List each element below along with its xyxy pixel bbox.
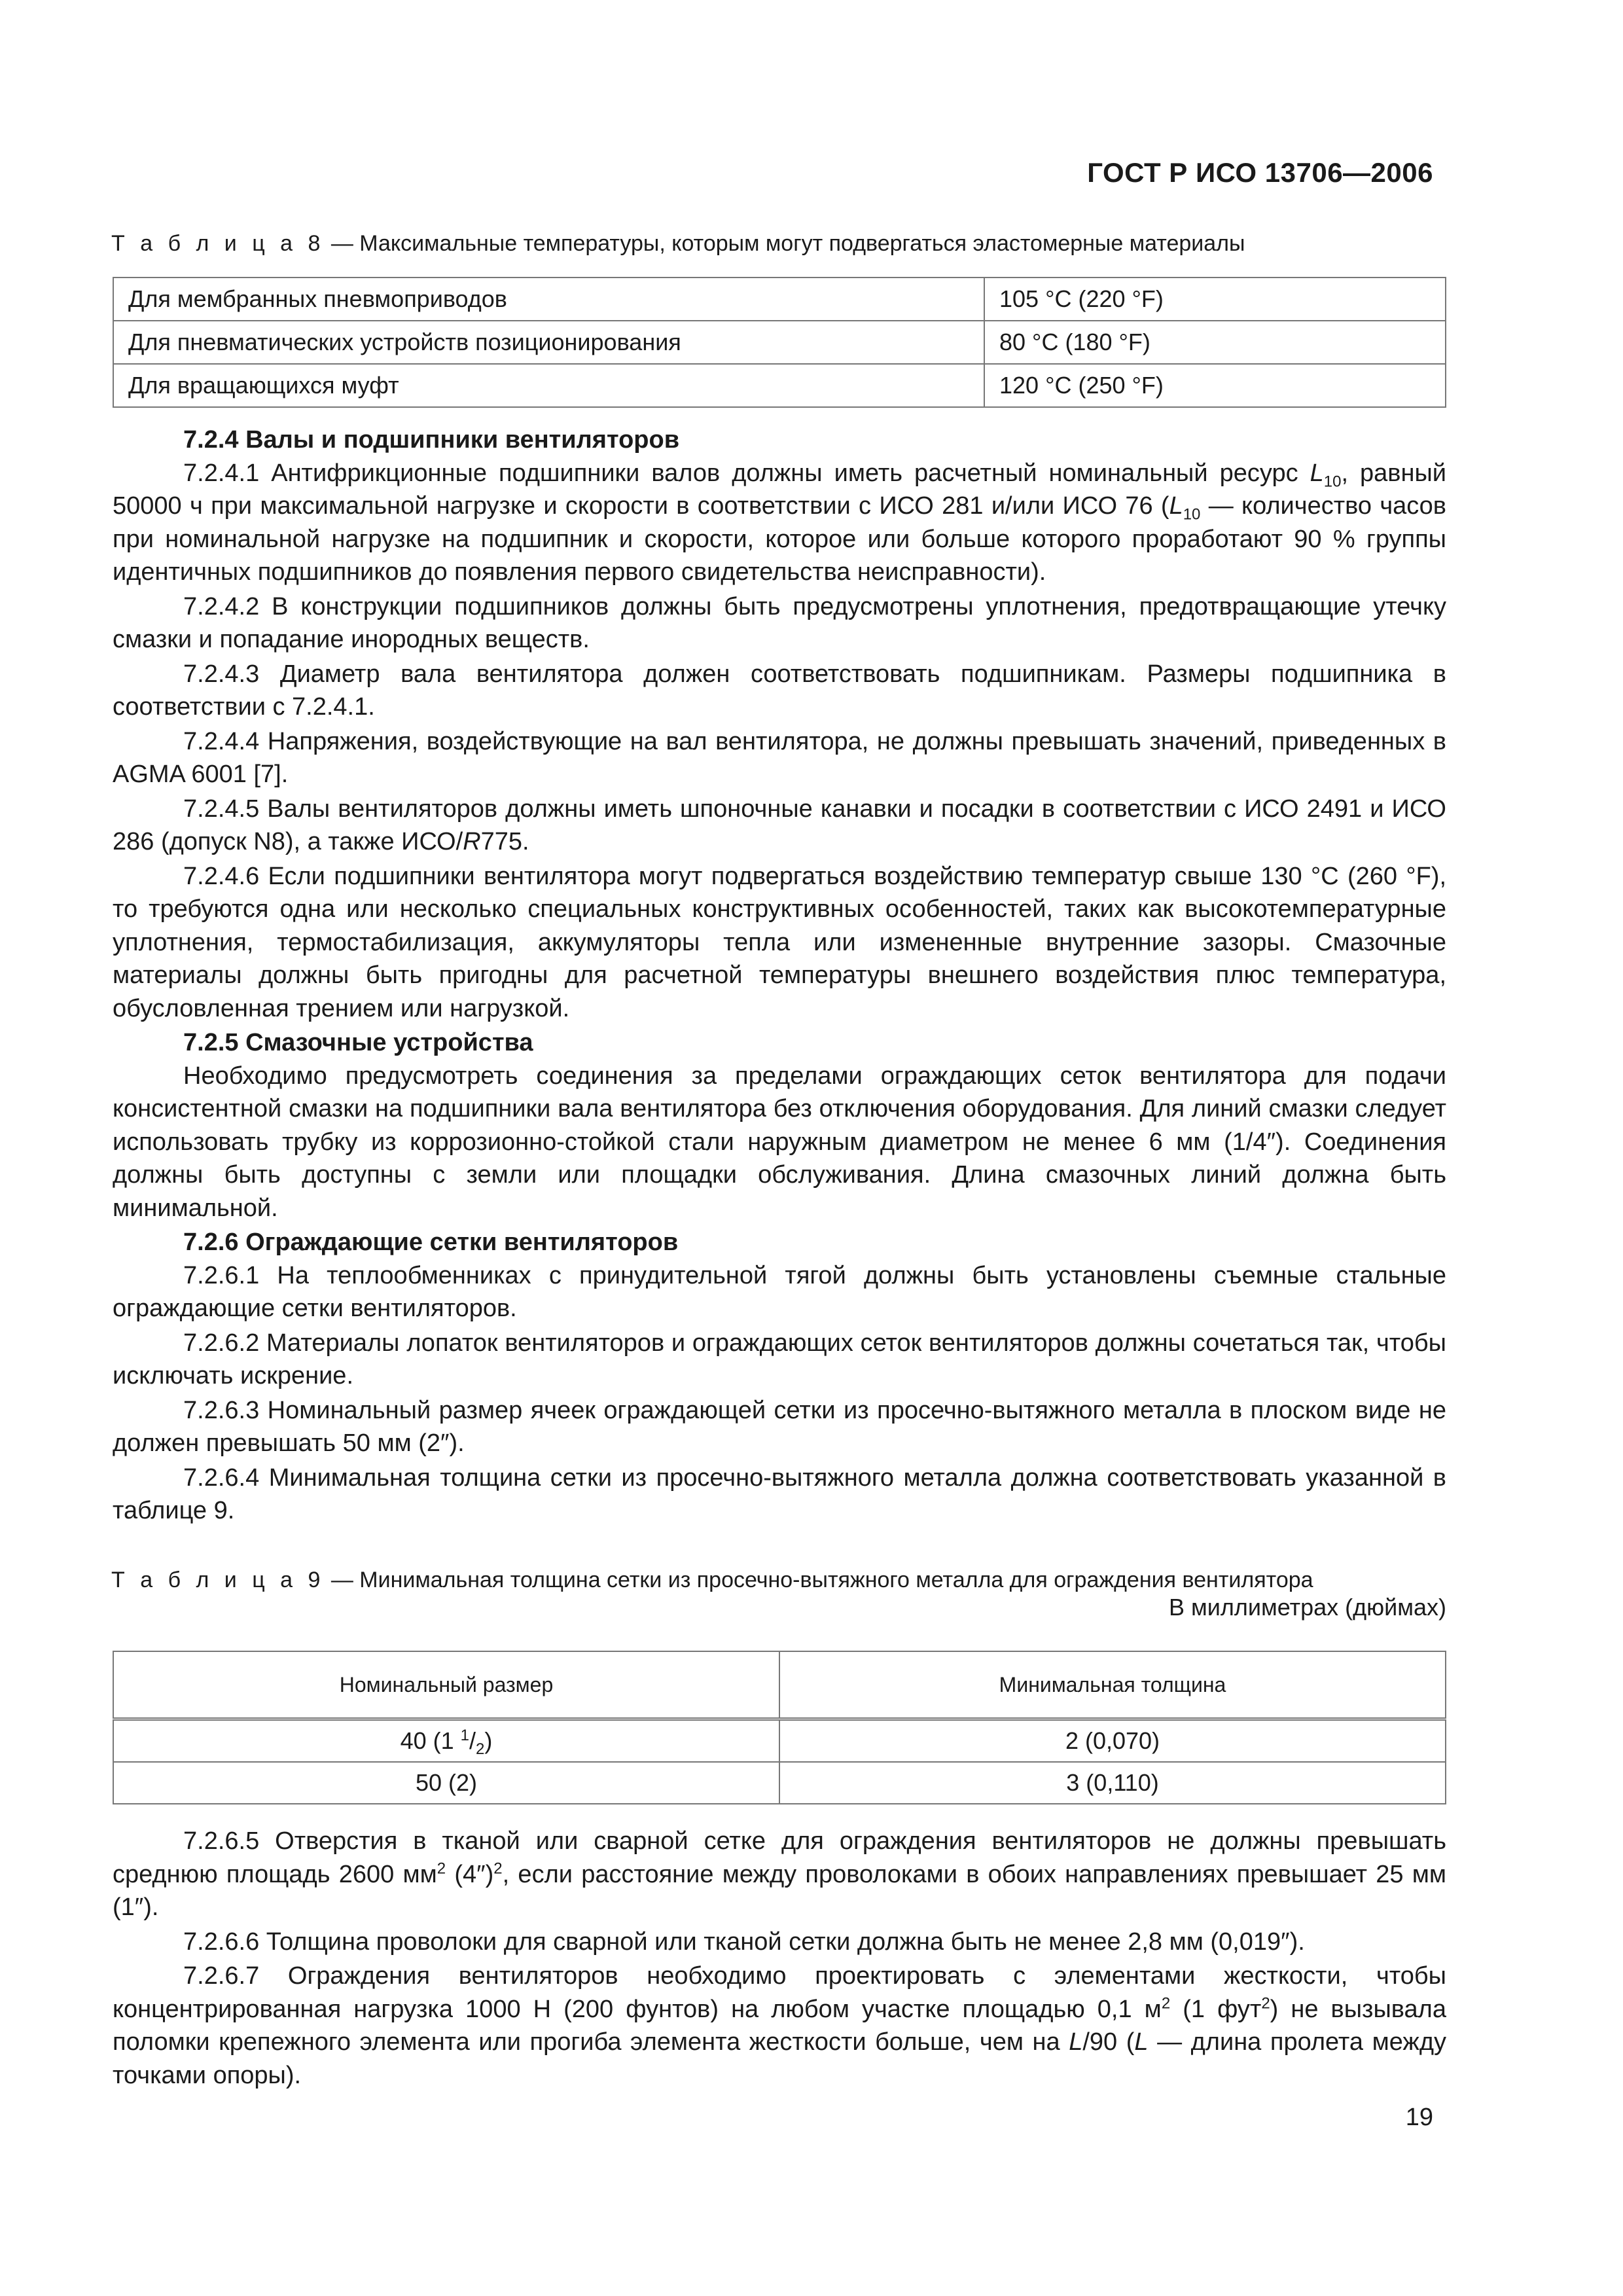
text-run: , равный 50000 ч при максимальной нагрузке и скорости в соответствии с ИСО 281 и/или ИСО 76 (	[113, 459, 1446, 520]
paragraph-7-2-6-3: 7.2.6.3 Номинальный размер ячеек ограждающей сетки из просечно-вытяжного металла в плоском виде не должен превышать 50 мм (2″).	[113, 1396, 1446, 1457]
paragraph-7-2-6-5	[113, 1825, 1446, 1924]
text-run: , если расстояние между проволоками в обоих направлениях превышает 25 мм (1″).	[113, 1860, 1447, 1921]
section-heading-7-2-6: 7.2.6 Ограждающие сетки вентиляторов	[183, 1229, 679, 1256]
table9-cell-size: 50 (2)	[113, 1762, 779, 1804]
table9-caption	[111, 1566, 1446, 1594]
text-run: L	[1134, 2028, 1149, 2056]
text-run: — количество часов при номинальной нагрузке на подшипник и скорости, которое или больше которого проработают 90 % группы идентичных подшипников до появления первого свидетельства неисправности).	[113, 492, 1446, 586]
text-run: 7.2.6.7 Ограждения вентиляторов необходимо проектировать с элементами жесткости, чтобы концентрированная нагрузка 1000 Н (200 фунтов) на любом участке площадью 0,1 м	[113, 1962, 1446, 2023]
superscript: 2	[493, 1859, 503, 1877]
paragraph-7-2-6-7	[113, 1960, 1446, 2092]
table8-caption-label: Т а б л и ц а 8	[111, 231, 325, 256]
body-text-upper	[113, 423, 1446, 1529]
table-row	[113, 1762, 1446, 1804]
table9-header-thickness: Минимальная толщина	[779, 1651, 1446, 1719]
table-header-row	[113, 1651, 1446, 1719]
text-run: (1 фут	[1170, 1995, 1262, 2023]
table9-units: В миллиметрах (дюймах)	[1169, 1594, 1446, 1621]
table-row	[113, 1719, 1446, 1763]
text-run: ) не вызывала поломки крепежного элемента или прогиба элемента жесткости больше, чем на	[113, 1995, 1446, 2056]
superscript: 2	[437, 1859, 446, 1877]
paragraph-7-2-4-5	[113, 793, 1446, 859]
paragraph-7-2-4-2: 7.2.4.2 В конструкции подшипников должны быть предусмотрены уплотнения, предотвращающие утечку смазки и попадание инородных веществ.	[113, 592, 1446, 653]
table9	[113, 1651, 1446, 1804]
table9-cell-thickness: 3 (0,110)	[779, 1762, 1446, 1804]
text-run: R	[463, 828, 481, 855]
text-run: 7.2.4.5 Валы вентиляторов должны иметь шпоночные канавки и посадки в соответствии с ИСО 2491 и ИСО 286 (допуск N8), а также ИСО/	[113, 795, 1446, 855]
superscript: 2	[1261, 1994, 1270, 2012]
text-run: L	[1069, 2028, 1083, 2056]
superscript: 1	[460, 1727, 470, 1744]
subscript: 10	[1183, 505, 1201, 524]
subscript: 2	[476, 1740, 485, 1759]
paragraph-7-2-5: Необходимо предусмотреть соединения за пределами ограждающих сеток вентилятора для подачи консистентной смазки на подшипники вала вентилятора без отключения оборудования. Для линий смазки следует использовать трубку из коррозионно-стойкой стали наружным диаметром не менее 6 мм (1/4″). Соединения должны быть доступны с земли или площадки обслуживания. Длина смазочных линий должна быть минимальной.	[113, 1062, 1446, 1222]
table8	[113, 277, 1446, 408]
section-heading-7-2-5: 7.2.5 Смазочные устройства	[183, 1029, 533, 1056]
document-code: ГОСТ Р ИСО 13706—2006	[1087, 157, 1433, 188]
paragraph-7-2-4-1	[113, 457, 1446, 589]
text-run: )	[484, 1727, 493, 1754]
text-run: L	[1310, 459, 1324, 487]
table8-cell-temperature: 120 °С (250 °F)	[984, 364, 1446, 407]
paragraph-7-2-6-4: 7.2.6.4 Минимальная толщина сетки из просечно-вытяжного металла должна соответствовать указанной в таблице 9.	[113, 1463, 1446, 1524]
paragraph-7-2-6-1: 7.2.6.1 На теплообменниках с принудительной тягой должны быть установлены съемные стальные ограждающие сетки вентиляторов.	[113, 1261, 1446, 1322]
paragraph-7-2-4-3: 7.2.4.3 Диаметр вала вентилятора должен соответствовать подшипникам. Размеры подшипника в соответствии с 7.2.4.1.	[113, 660, 1446, 721]
table-row	[113, 364, 1446, 407]
text-run: 40 (1	[400, 1727, 461, 1754]
paragraph-7-2-4-4: 7.2.4.4 Напряжения, воздействующие на вал вентилятора, не должны превышать значений, приведенных в AGMA 6001 [7].	[113, 727, 1446, 788]
table8-cell-application: Для вращающихся муфт	[113, 364, 984, 407]
text-run: /90 (	[1082, 2028, 1135, 2056]
table9-cell-thickness: 2 (0,070)	[779, 1719, 1446, 1763]
table-row	[113, 321, 1446, 364]
text-run: 775.	[480, 828, 529, 855]
table8-caption	[111, 229, 1446, 258]
page-number: 19	[1405, 2104, 1433, 2131]
paragraph-7-2-4-6: 7.2.4.6 Если подшипники вентилятора могут подвергаться воздействию температур свыше 130 °С (260 °F), то требуются одна или несколько специальных конструктивных особенностей, таких как высокотемпературные уплотнения, термостабилизация, аккумуляторы тепла или измененные внутренние зазоры. Смазочные материалы должны быть пригодны для расчетной температуры внешнего воздействия плюс температура, обусловленная трением или нагрузкой.	[113, 862, 1446, 1022]
section-heading-7-2-4: 7.2.4 Валы и подшипники вентиляторов	[183, 426, 680, 454]
table-row	[113, 278, 1446, 321]
superscript: 2	[1161, 1994, 1171, 2012]
body-text-lower	[113, 1825, 1446, 2093]
text-run: — длина пролета между точками опоры).	[113, 2028, 1447, 2089]
table8-cell-temperature: 105 °С (220 °F)	[984, 278, 1446, 321]
table8-caption-text: — Максимальные температуры, которым могут подвергаться эластомерные материалы	[325, 231, 1245, 256]
paragraph-7-2-6-2: 7.2.6.2 Материалы лопаток вентиляторов и ограждающих сеток вентиляторов должны сочетаться так, чтобы исключать искрение.	[113, 1329, 1446, 1390]
paragraph-7-2-6-6: 7.2.6.6 Толщина проволоки для сварной или тканой сетки должна быть не менее 2,8 мм (0,019″).	[183, 1928, 1305, 1956]
subscript: 10	[1323, 473, 1342, 491]
text-run: (4″)	[446, 1860, 494, 1888]
text-run: L	[1169, 492, 1183, 520]
text-run: /	[469, 1727, 476, 1754]
table9-caption-text: — Минимальная толщина сетки из просечно-вытяжного металла для ограждения вентилятора	[325, 1568, 1313, 1592]
table9-header-size: Номинальный размер	[113, 1651, 779, 1719]
table8-cell-application: Для пневматических устройств позиционирования	[113, 321, 984, 364]
text-run: 7.2.6.5 Отверстия в тканой или сварной сетке для ограждения вентиляторов не должны превышать среднюю площадь 2600 мм	[113, 1827, 1446, 1888]
text-run: 7.2.4.1 Антифрикционные подшипники валов должны иметь расчетный номинальный ресурс	[183, 459, 1310, 487]
table8-cell-application: Для мембранных пневмоприводов	[113, 278, 984, 321]
table9-caption-label: Т а б л и ц а 9	[111, 1568, 325, 1592]
table8-cell-temperature: 80 °С (180 °F)	[984, 321, 1446, 364]
table9-cell-size	[113, 1719, 779, 1763]
